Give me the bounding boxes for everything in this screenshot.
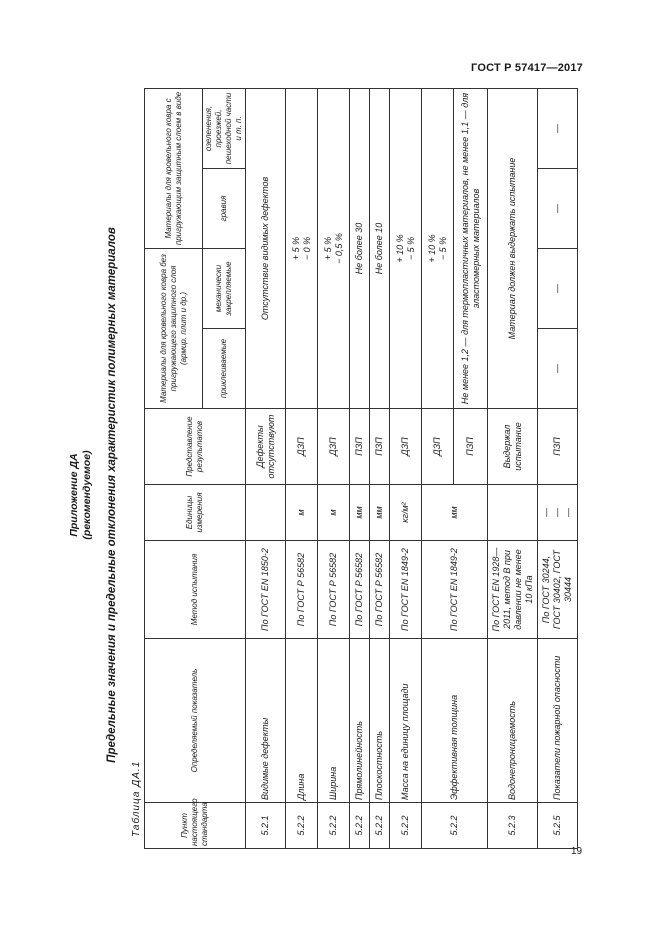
header-row (145, 88, 203, 848)
col-unit: Единицы измерения (145, 485, 246, 541)
cell-result: ПЗП (350, 409, 370, 485)
cell-clause: 5.2.3 (488, 803, 538, 849)
cell-indicator: Прямолинейность (350, 639, 370, 803)
cell-indicator: Водонепроницаемость (488, 639, 538, 803)
cell-value: Не более 30 (350, 88, 370, 408)
cell-indicator: Эффективная толщина (422, 639, 488, 803)
table-row (390, 88, 422, 848)
col-group-b-sub1: гравия (203, 168, 246, 248)
cell-unit: мм (350, 485, 370, 541)
cell-indicator: Плоскостность (370, 639, 390, 803)
cell-value: Отсутствие видимых дефектов (246, 88, 286, 408)
cell-clause: 5.2.2 (390, 803, 422, 849)
cell-indicator: Ширина (318, 639, 350, 803)
cell-method: По ГОСТ Р 56582 (350, 541, 370, 639)
cell-clause: 5.2.2 (422, 803, 488, 849)
cell-result: ПЗП (454, 409, 488, 485)
cell-result: ДЗП (318, 409, 350, 485)
cell-value: Не менее 1,2 — для термопластичных материалов, не менее 1,1 — для эластомерных материалов (454, 88, 488, 408)
cell-value: + 10 % − 5 % (422, 88, 454, 408)
col-result: Представление результатов (145, 409, 246, 485)
cell-result: ПЗП (370, 409, 390, 485)
cell-clause: 5.2.2 (370, 803, 390, 849)
cell-indicator: Показатели пожарной опасности (538, 639, 578, 803)
cell-value: — (538, 329, 578, 409)
col-clause: Пункт настоящего стандарта (145, 803, 246, 849)
limits-table (144, 88, 578, 849)
table-row (246, 88, 286, 848)
cell-unit: м (286, 485, 318, 541)
col-method: Метод испытания (145, 541, 246, 639)
cell-result: ДЗП (422, 409, 454, 485)
cell-value: + 5 % − 0,5 % (318, 88, 350, 408)
cell-unit (246, 485, 286, 541)
cell-value: + 10 % − 5 % (390, 88, 422, 408)
cell-value: + 5 % − 0 % (286, 88, 318, 408)
cell-value: — (538, 248, 578, 328)
table-row (488, 88, 538, 848)
cell-value: Материал должен выдержать испытание (488, 88, 538, 408)
cell-method: По ГОСТ 30244, ГОСТ 30402, ГОСТ 30444 (538, 541, 578, 639)
col-indicator: Определяемый показатель (145, 639, 246, 803)
cell-method: По ГОСТ EN 1849-2 (390, 541, 422, 639)
table-row (538, 88, 578, 848)
table-row (422, 88, 454, 848)
cell-value: Не более 10 (370, 88, 390, 408)
cell-unit: м (318, 485, 350, 541)
page-number: 19 (571, 846, 583, 857)
table-title: Предельные значения и предельные отклонения характеристик полимерных материалов (106, 227, 118, 763)
table-row (318, 88, 350, 848)
appendix-status: (рекомендуемое) (81, 450, 93, 540)
cell-value: — (538, 168, 578, 248)
cell-result: Выдержал испытание (488, 409, 538, 485)
cell-method: По ГОСТ Р 56582 (318, 541, 350, 639)
appendix-title: Приложение ДА (68, 453, 80, 537)
cell-clause: 5.2.1 (246, 803, 286, 849)
col-group-a-sub1: приклеиваемые (203, 329, 246, 409)
table-row (370, 88, 390, 848)
cell-method: По ГОСТ EN 1928—2011, метод В при давлении не менее 10 кПа (488, 541, 538, 639)
document-code: ГОСТ Р 57417—2017 (471, 62, 583, 74)
col-group-b-sub2: озеленения, проезжей, пешеходной части и т. п. (203, 88, 246, 168)
cell-clause: 5.2.5 (538, 803, 578, 849)
cell-indicator: Видимые дефекты (246, 639, 286, 803)
cell-unit: мм (370, 485, 390, 541)
table-row (350, 88, 370, 848)
cell-result: ПЗП (538, 409, 578, 485)
cell-method: По ГОСТ Р 56582 (370, 541, 390, 639)
col-group-b: Материалы для кровельного ковра с пригружающим защитным слоем в виде (145, 88, 203, 248)
cell-clause: 5.2.2 (286, 803, 318, 849)
cell-indicator: Масса на единицу площади (390, 639, 422, 803)
cell-indicator: Длина (286, 639, 318, 803)
cell-method: По ГОСТ Р 56582 (286, 541, 318, 639)
rotated-content (68, 91, 573, 895)
cell-result: ДЗП (286, 409, 318, 485)
appendix-heading (68, 95, 94, 895)
cell-unit: мм (422, 485, 488, 541)
cell-method: По ГОСТ EN 1850-2 (246, 541, 286, 639)
cell-clause: 5.2.2 (350, 803, 370, 849)
cell-result: ДЗП (390, 409, 422, 485)
cell-unit (488, 485, 538, 541)
col-group-a-sub2: механически закрепляемые (203, 248, 246, 328)
cell-method: По ГОСТ EN 1849-2 (422, 541, 488, 639)
table-row (286, 88, 318, 848)
cell-unit: — — — (538, 485, 578, 541)
table-label: Таблица ДА.1 (131, 760, 142, 837)
cell-value: — (538, 88, 578, 168)
cell-result: Дефекты отсутствуют (246, 409, 286, 485)
cell-clause: 5.2.2 (318, 803, 350, 849)
col-group-a: Материалы для кровельного ковра без пригружающего защитного слоя (армир. плит и др.) (145, 248, 203, 408)
cell-unit: кг/м² (390, 485, 422, 541)
